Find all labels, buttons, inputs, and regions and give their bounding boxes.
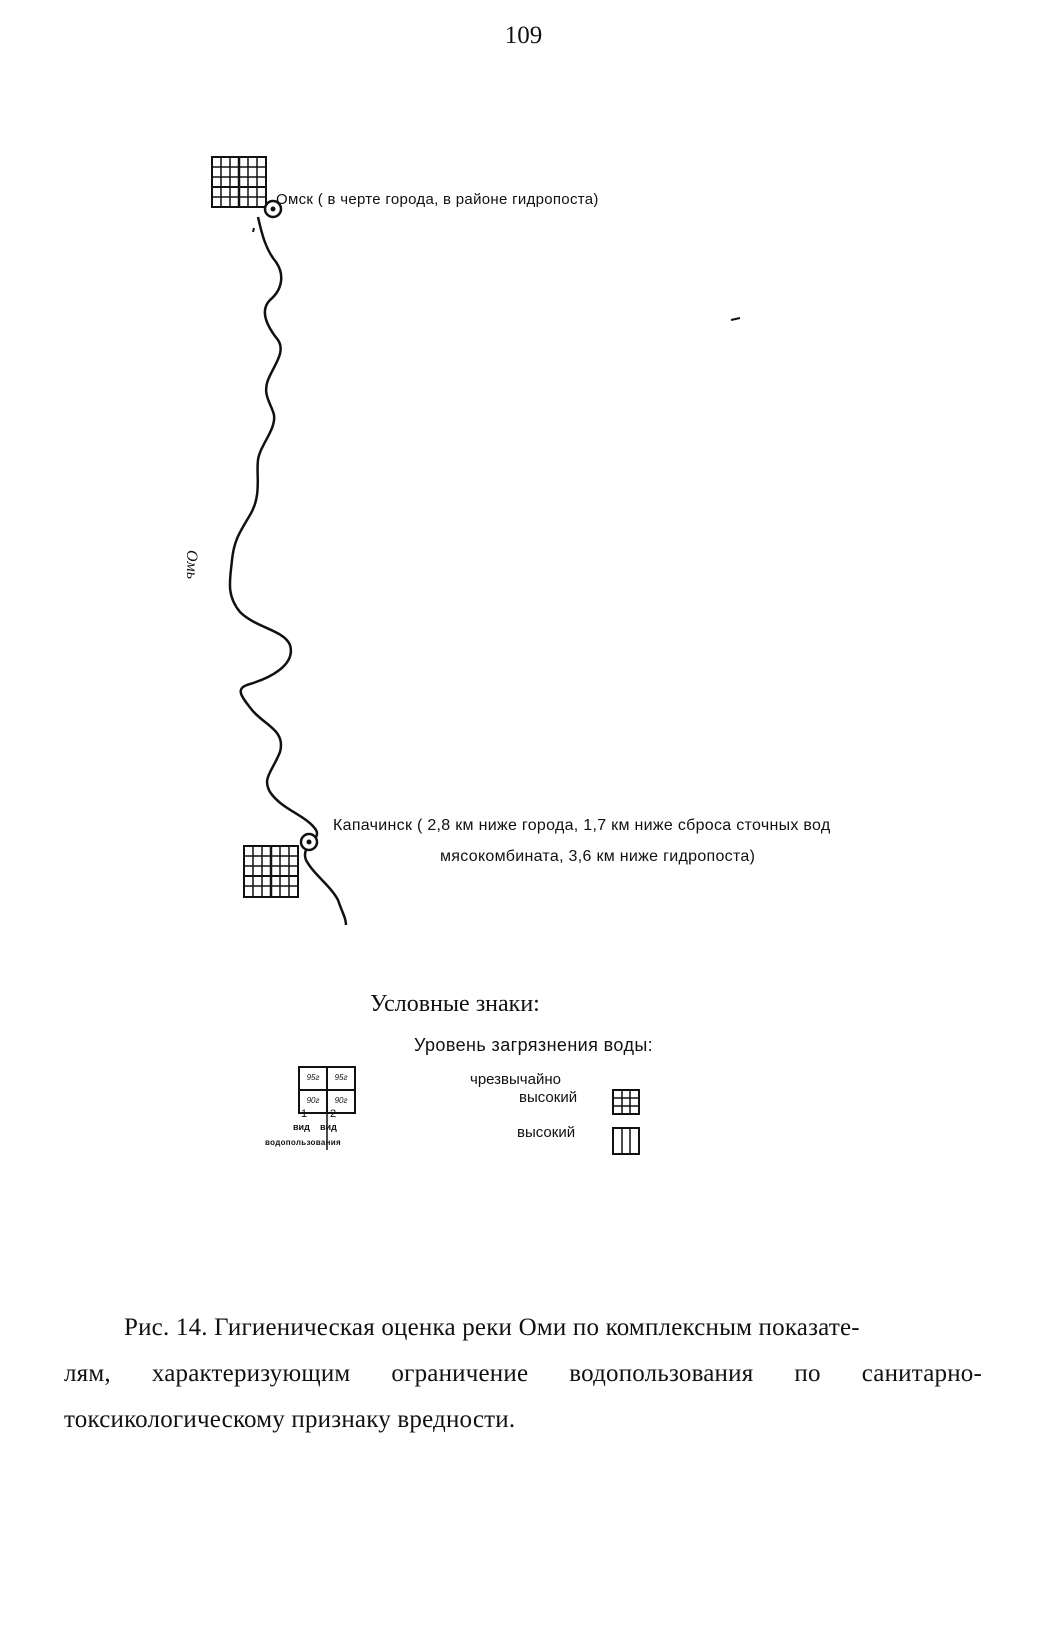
legend-cell-label: 90г xyxy=(334,1096,348,1105)
legend-high-symbol xyxy=(613,1128,639,1154)
legend-use-type-2-word: вид xyxy=(320,1122,337,1132)
legend-use-type-2-number: 2 xyxy=(330,1108,337,1120)
omsk-site-label: Омск ( в черте города, в районе гидропоста) xyxy=(276,191,599,208)
figure-caption-rest: лям, характеризующим ограничение водопользования по санитарно-токсикологическому признаку вредности. xyxy=(64,1360,982,1433)
legend-extreme-symbol xyxy=(613,1090,639,1114)
kapachinsk-site-label-line2: мясокомбината, 3,6 км ниже гидропоста) xyxy=(440,848,756,865)
legend-pollution-title: Уровень загрязнения воды: xyxy=(414,1035,654,1055)
figure-caption-line1: Рис. 14. Гигиеническая оценка реки Оми по комплексным показате- xyxy=(124,1314,860,1341)
legend-extreme-label-line2: высокий xyxy=(519,1089,578,1106)
kapachinsk-station-marker xyxy=(301,834,317,850)
omsk-symbol xyxy=(212,157,266,207)
page-number: 109 xyxy=(504,22,543,49)
legend-use-type-1-word: вид xyxy=(293,1122,310,1132)
legend-use-type-1-number: 1 xyxy=(301,1108,308,1120)
legend-cell-label: 95г xyxy=(334,1073,348,1082)
legend-use-caption: водопользования xyxy=(265,1138,341,1147)
river-om-line xyxy=(230,217,346,925)
figure-caption xyxy=(64,1305,982,1443)
river-name-label: Омь xyxy=(183,550,200,580)
kapachinsk-site-label-line1: Капачинск ( 2,8 км ниже города, 1,7 км ниже сброса сточных вод xyxy=(333,817,831,834)
legend-cell-label: 95г xyxy=(306,1073,320,1082)
kapachinsk-symbol xyxy=(244,846,298,897)
legend-high-label: высокий xyxy=(517,1124,576,1141)
legend-cell-label: 90г xyxy=(306,1096,320,1105)
legend-extreme-label-line1: чрезвычайно xyxy=(470,1071,561,1088)
legend-title: Условные знаки: xyxy=(370,991,540,1017)
